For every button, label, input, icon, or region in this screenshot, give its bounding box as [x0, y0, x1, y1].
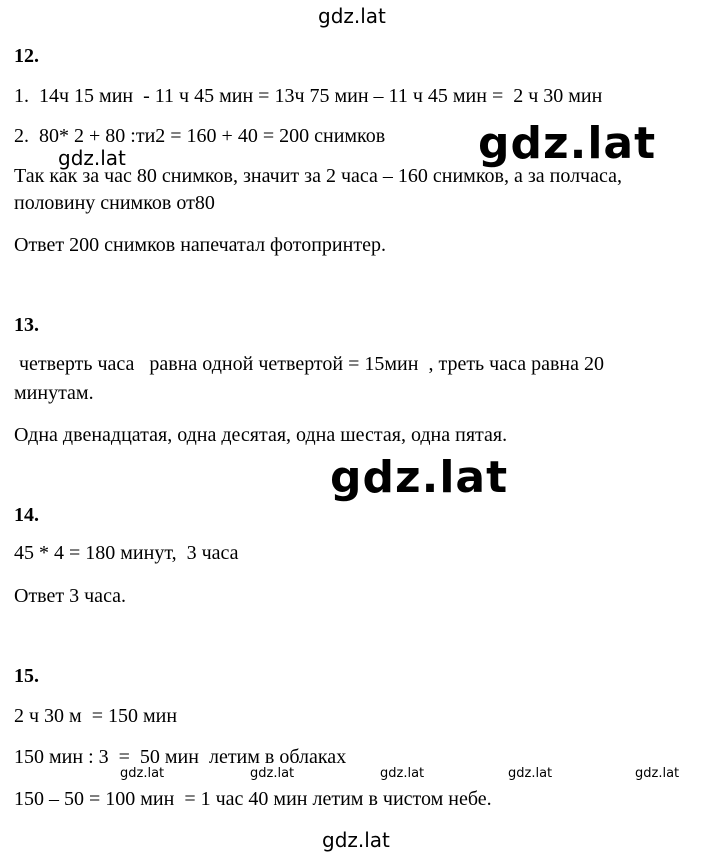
- section-13-line-1: четверть часа равна одной четвертой = 15мин , треть часа равна 20: [14, 353, 605, 375]
- watermark-small-1: gdz.lat: [58, 146, 126, 170]
- watermark-row-item: gdz.lat: [635, 766, 680, 781]
- watermark-row-item: gdz.lat: [380, 766, 425, 781]
- watermark-top: gdz.lat: [318, 4, 386, 28]
- section-15-line-2: 150 мин : 3 = 50 мин летим в облаках: [14, 746, 347, 768]
- section-12-line-2: 2. 80* 2 + 80 :ти2 = 160 + 40 = 200 снимков: [14, 125, 386, 147]
- section-14-number: 14.: [14, 504, 39, 526]
- watermark-row-item: gdz.lat: [250, 766, 295, 781]
- section-12-line-4: половину снимков от80: [14, 192, 215, 214]
- section-15-line-1: 2 ч 30 м = 150 мин: [14, 705, 178, 727]
- watermark-row-item: gdz.lat: [120, 766, 165, 781]
- section-12-line-3: Так как за час 80 снимков, значит за 2 часа – 160 снимков, а за полчаса,: [14, 165, 622, 187]
- watermark-large-2: gdz.lat: [330, 452, 509, 503]
- section-12-line-1: 1. 14ч 15 мин - 11 ч 45 мин = 13ч 75 мин – 11 ч 45 мин = 2 ч 30 мин: [14, 85, 603, 107]
- section-13-line-3: Одна двенадцатая, одна десятая, одна шестая, одна пятая.: [14, 424, 508, 446]
- section-12-number: 12.: [14, 45, 39, 67]
- section-13-number: 13.: [14, 314, 39, 336]
- section-14-line-1: 45 * 4 = 180 минут, 3 часа: [14, 542, 239, 564]
- watermark-bottom: gdz.lat: [322, 828, 390, 852]
- section-12-answer: Ответ 200 снимков напечатал фотопринтер.: [14, 234, 386, 256]
- watermark-large-1: gdz.lat: [478, 118, 657, 169]
- section-14-answer: Ответ 3 часа.: [14, 585, 127, 607]
- watermark-row-item: gdz.lat: [508, 766, 553, 781]
- section-15-line-3: 150 – 50 = 100 мин = 1 час 40 мин летим в чистом небе.: [14, 788, 492, 810]
- section-13-line-2: минутам.: [14, 382, 94, 404]
- section-15-number: 15.: [14, 665, 39, 687]
